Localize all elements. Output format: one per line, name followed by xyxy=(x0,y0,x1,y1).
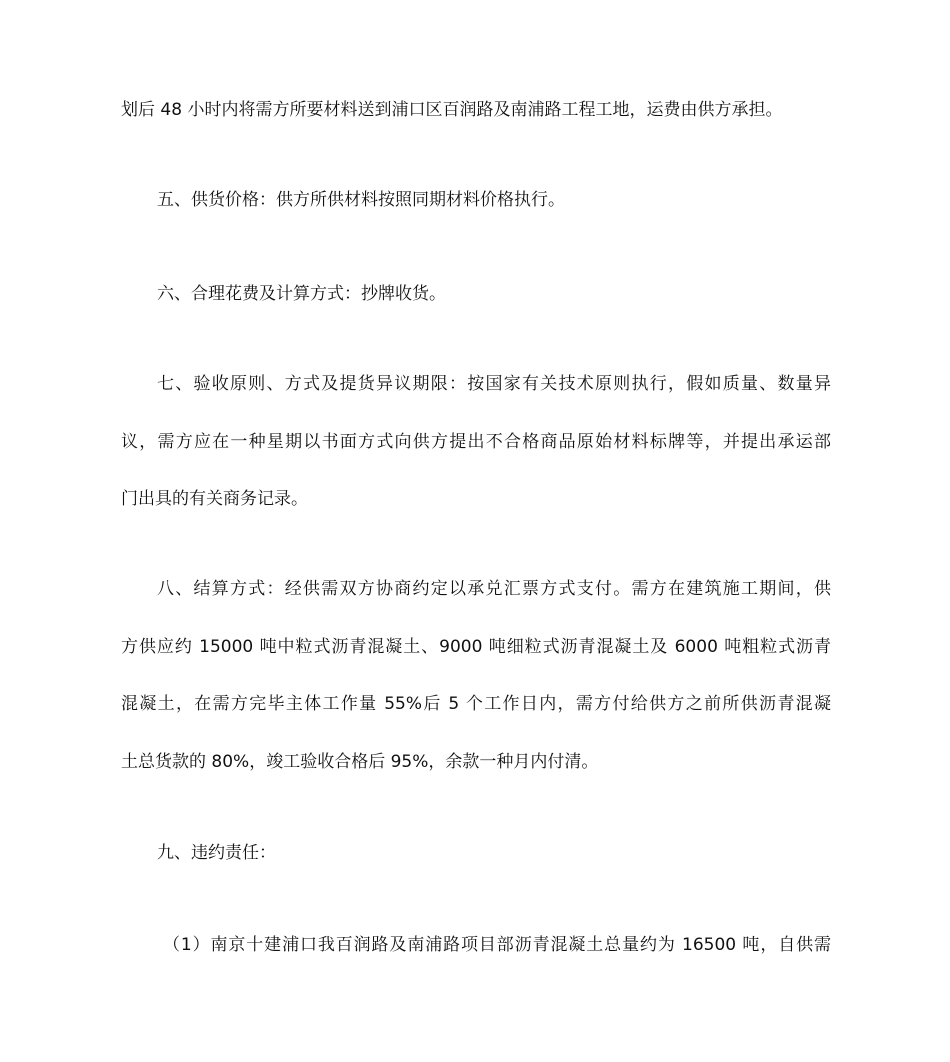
clause-9-liability-heading: 九、违约责任： xyxy=(157,843,276,863)
clause-8-settlement-line-2: 方供应约 15000 吨中粒式沥青混凝土、9000 吨细粒式沥青混凝土及 6000 吨粗粒式沥青 xyxy=(121,637,831,657)
clause-8-settlement-line-4: 土总货款的 80%，竣工验收合格后 95%，余款一种月内付清。 xyxy=(121,752,599,772)
clause-8-settlement-line-3: 混凝土，在需方完毕主体工作量 55%后 5 个工作日内，需方付给供方之前所供沥青混凝 xyxy=(121,694,831,714)
clause-5-price: 五、供货价格：供方所供材料按照同期材料价格执行。 xyxy=(157,190,565,210)
clause-7-acceptance-line-3: 门出具的有关商务记录。 xyxy=(121,489,308,509)
paragraph-line-continuation: 划后 48 小时内将需方所要材料送到浦口区百润路及南浦路工程工地，运费由供方承担。 xyxy=(121,100,783,120)
clause-6-fees: 六、合理花费及计算方式：抄牌收货。 xyxy=(157,284,446,304)
clause-7-acceptance-line-1: 七、验收原则、方式及提货异议期限：按国家有关技术原则执行，假如质量、数量异 xyxy=(157,374,831,394)
clause-8-settlement-line-1: 八、结算方式：经供需双方协商约定以承兑汇票方式支付。需方在建筑施工期间，供 xyxy=(157,579,831,599)
clause-9-item-1: （1）南京十建浦口我百润路及南浦路项目部沥青混凝土总量约为 16500 吨，自供需 xyxy=(163,935,831,955)
clause-7-acceptance-line-2: 议，需方应在一种星期以书面方式向供方提出不合格商品原始材料标牌等，并提出承运部 xyxy=(121,432,831,452)
